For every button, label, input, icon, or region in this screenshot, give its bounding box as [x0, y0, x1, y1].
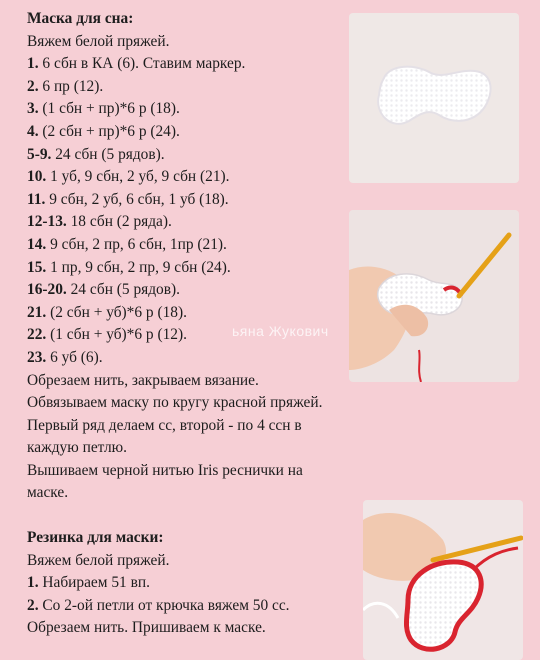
- row-instructions: 9 сбн, 2 уб, 6 сбн, 1 уб (18).: [45, 190, 229, 208]
- photo-crochet-edging: [349, 210, 519, 382]
- row-instructions: 24 сбн (5 рядов).: [51, 145, 165, 163]
- row-instructions: (2 сбн + уб)*6 р (18).: [46, 303, 187, 321]
- closing-line: Обрезаем нить, закрываем вязание.: [27, 371, 259, 389]
- strap-illustration: [363, 500, 523, 660]
- closing-notes-mask: [27, 370, 527, 506]
- row-instructions: 6 сбн в КА (6). Ставим маркер.: [38, 55, 246, 73]
- closing-line: маске.: [27, 484, 69, 502]
- closing-line: Вышиваем черной нитью Iris реснички на: [27, 461, 303, 479]
- row-number: 23.: [27, 348, 47, 366]
- photo-finished-mask: [349, 13, 519, 183]
- row-number: 4.: [27, 122, 39, 140]
- closing-note-strap: Обрезаем нить. Пришиваем к маске.: [27, 619, 266, 637]
- row-instructions: 6 уб (6).: [46, 348, 103, 366]
- row-instructions: 9 сбн, 2 пр, 6 сбн, 1пр (21).: [46, 235, 227, 253]
- row-number: 12-13.: [27, 213, 67, 231]
- row-number: 15.: [27, 258, 47, 276]
- row-number: 10.: [27, 168, 47, 186]
- row-instructions: 1 пр, 9 сбн, 2 пр, 9 сбн (24).: [46, 258, 231, 276]
- row-instructions: 24 сбн (5 рядов).: [66, 281, 180, 299]
- closing-line: Обвязываем маску по кругу красной пряжей.: [27, 394, 323, 412]
- row-number: 14.: [27, 235, 47, 253]
- closing-line: Первый ряд делаем сс, второй - по 4 ссн в: [27, 416, 302, 434]
- row-number: 21.: [27, 303, 47, 321]
- row-number: 2.: [27, 77, 39, 95]
- row-instructions: Набираем 51 вп.: [38, 574, 150, 592]
- row-instructions: (1 сбн + уб)*6 р (12).: [46, 326, 187, 344]
- photo-strap: [363, 500, 523, 660]
- row-instructions: Со 2-ой петли от крючка вяжем 50 сс.: [38, 596, 290, 614]
- mask-illustration: [349, 13, 519, 183]
- section-title-mask: Маска для сна:: [27, 10, 134, 27]
- row-number: 11.: [27, 190, 46, 208]
- row-number: 3.: [27, 100, 39, 118]
- row-instructions: 6 пр (12).: [38, 77, 104, 95]
- section-intro-strap: Вяжем белой пряжей.: [27, 551, 170, 569]
- row-number: 5-9.: [27, 145, 52, 163]
- row-number: 1.: [27, 55, 39, 73]
- row-number: 1.: [27, 574, 39, 592]
- watermark: ьяна Жукович: [232, 323, 329, 339]
- crochet-illustration: [349, 210, 519, 382]
- pattern-row: [27, 189, 527, 212]
- row-number: 16-20.: [27, 281, 67, 299]
- row-instructions: 18 сбн (2 ряда).: [66, 213, 172, 231]
- row-number: 22.: [27, 326, 47, 344]
- row-instructions: (2 сбн + пр)*6 р (24).: [38, 122, 180, 140]
- row-number: 2.: [27, 596, 39, 614]
- row-instructions: (1 сбн + пр)*6 р (18).: [38, 100, 180, 118]
- closing-line: каждую петлю.: [27, 439, 128, 457]
- row-instructions: 1 уб, 9 сбн, 2 уб, 9 сбн (21).: [46, 168, 230, 186]
- section-intro-mask: Вяжем белой пряжей.: [27, 32, 170, 50]
- section-title-strap: Резинка для маски:: [27, 529, 164, 547]
